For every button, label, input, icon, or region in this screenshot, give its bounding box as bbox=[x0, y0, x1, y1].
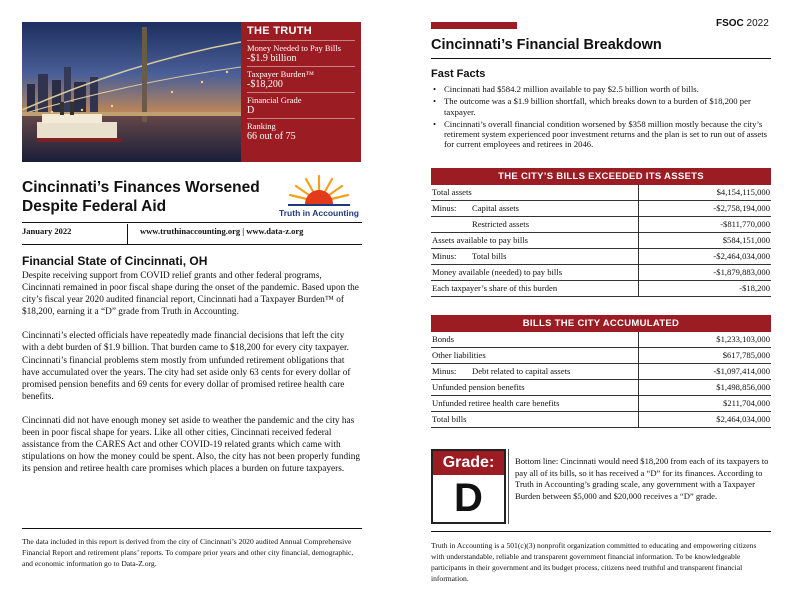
table-row bbox=[431, 233, 771, 249]
right-title-rule bbox=[431, 58, 771, 59]
assets-table bbox=[431, 168, 771, 297]
truth-value-taxpayer-burden: -$18,200 bbox=[247, 79, 283, 90]
bills-table-heading: BILLS THE CITY ACCUMULATED bbox=[431, 315, 771, 332]
the-truth-box bbox=[241, 22, 361, 162]
row-value: $617,785,000 bbox=[722, 350, 770, 360]
row-value: $1,233,103,000 bbox=[716, 334, 770, 344]
row-value: -$2,758,194,000 bbox=[713, 203, 770, 213]
report-tag bbox=[716, 18, 769, 29]
dateline-bottom-rule bbox=[22, 244, 362, 245]
row-label: Bonds bbox=[432, 334, 454, 344]
row-label-cell bbox=[431, 364, 639, 379]
paragraph: Cincinnati’s elected officials have repeatedly made financial decisions that left the city with a debt burden of $1.9 billion. That burden came to $18,200 for every city taxpayer. Cincinnati’s financial problems stem mostly from unfunded retirement obligations that have accumulated over the years. The city had set aside only 63 cents for every dollar of promised pension benefits and 69 cents for every dollar of promised retiree health care benefits. bbox=[22, 331, 351, 402]
row-value: -$18,200 bbox=[739, 283, 770, 293]
row-prefix: Minus: bbox=[432, 366, 457, 376]
row-label-cell bbox=[431, 380, 639, 395]
bottom-line-text: Bottom line: Cincinnati would need $18,200 from each of its taxpayers to pay all of its bills, so it has received a “D” for its finances. According to Truth in Accounting’s grading scale, any government with a Taxpayer Burden between $5,000 and $20,000 receives a “D” grade. bbox=[515, 456, 769, 501]
truth-value-money-needed: -$1.9 billion bbox=[247, 53, 297, 64]
row-prefix: Minus: bbox=[432, 251, 457, 261]
dateline-top-rule bbox=[22, 222, 362, 223]
row-value: -$811,770,000 bbox=[720, 219, 770, 229]
row-label-cell bbox=[431, 201, 639, 216]
row-label: Debt related to capital assets bbox=[472, 366, 571, 376]
website-links[interactable]: www.truthinaccounting.org | www.data-z.org bbox=[140, 226, 304, 236]
section-heading: Financial State of Cincinnati, OH bbox=[22, 254, 208, 268]
truth-label-ranking: Ranking bbox=[247, 118, 355, 131]
row-label: Total bills bbox=[472, 251, 507, 261]
accent-bar bbox=[431, 22, 517, 29]
row-label: Unfunded retiree health care benefits bbox=[432, 398, 560, 408]
row-value: $4,154,115,000 bbox=[716, 187, 770, 197]
table-row bbox=[431, 412, 771, 428]
row-value: $2,464,034,000 bbox=[716, 414, 770, 424]
row-value: $584,151,000 bbox=[722, 235, 770, 245]
row-value: -$2,464,034,000 bbox=[713, 251, 770, 261]
row-label-cell bbox=[431, 265, 639, 280]
grade-box bbox=[431, 449, 506, 524]
row-label-cell bbox=[431, 185, 639, 200]
table-row bbox=[431, 217, 771, 233]
truth-heading: THE TRUTH bbox=[247, 25, 313, 37]
bills-table bbox=[431, 315, 771, 428]
grade-divider bbox=[508, 449, 509, 524]
row-label-cell bbox=[431, 396, 639, 411]
grade-label: Grade: bbox=[433, 451, 504, 475]
row-label: Other liabilities bbox=[432, 350, 486, 360]
row-label-cell bbox=[431, 217, 639, 232]
row-label: Assets available to pay bills bbox=[432, 235, 528, 245]
row-value: $1,498,856,000 bbox=[716, 382, 770, 392]
row-label-cell bbox=[431, 412, 639, 427]
table-row bbox=[431, 332, 771, 348]
row-label: Each taxpayer’s share of this burden bbox=[432, 283, 558, 293]
left-page-title: Cincinnati’s Finances Worsened Despite Federal Aid bbox=[22, 179, 260, 215]
dateline-divider bbox=[127, 224, 128, 244]
row-label-cell bbox=[431, 249, 639, 264]
fast-fact: • Cincinnati had $584.2 million available to pay $2.5 billion worth of bills. bbox=[431, 84, 771, 94]
row-value: -$1,879,883,000 bbox=[713, 267, 770, 277]
left-footer-rule bbox=[22, 528, 362, 529]
table-row bbox=[431, 185, 771, 201]
left-body-text bbox=[22, 270, 362, 487]
assets-table-heading: THE CITY’S BILLS EXCEEDED ITS ASSETS bbox=[431, 168, 771, 185]
left-footer-note: The data included in this report is derived from the city of Cincinnati’s 2020 audited Annual Comprehensive Financial Report and retirement plans’ reports. To compare prior years and other city financial, demographic, and economic information go to Data-Z.org. bbox=[22, 537, 354, 568]
report-tag-bold: FSOC bbox=[716, 18, 744, 29]
row-label: Restricted assets bbox=[472, 219, 530, 229]
row-label-cell bbox=[431, 348, 639, 363]
table-row bbox=[431, 249, 771, 265]
report-date: January 2022 bbox=[22, 226, 72, 236]
row-value: $211,704,000 bbox=[723, 398, 770, 408]
grade-letter: D bbox=[454, 476, 483, 520]
row-label-cell bbox=[431, 281, 639, 296]
table-row bbox=[431, 201, 771, 217]
table-row bbox=[431, 281, 771, 297]
fast-facts-list bbox=[431, 84, 771, 152]
right-footer-rule bbox=[431, 531, 771, 532]
row-label: Total assets bbox=[432, 187, 472, 197]
table-row bbox=[431, 380, 771, 396]
logo-text: Truth in Accounting bbox=[279, 208, 359, 218]
truth-label-money-needed: Money Needed to Pay Bills bbox=[247, 40, 355, 53]
fast-fact: • The outcome was a $1.9 billion shortfall, which breaks down to a burden of $18,200 per taxpayer. bbox=[431, 96, 771, 117]
fast-fact: • Cincinnati’s overall financial condition worsened by $358 million mostly because the city’s retirement system experienced poor investment returns and the plan is set to run out of assets for current employees and retirees in 2046. bbox=[431, 119, 771, 150]
right-footer-note: Truth in Accounting is a 501(c)(3) nonprofit organization committed to educating and empowering citizens with understandable, reliable and transparent government financial information. To be knowledgeable participants in their government and its budget process, citizens need truthful and transparent financial information. bbox=[431, 541, 757, 583]
cincinnati-skyline-photo bbox=[22, 22, 241, 162]
row-label: Unfunded pension benefits bbox=[432, 382, 525, 392]
truth-value-ranking: 66 out of 75 bbox=[247, 131, 296, 142]
row-prefix: Minus: bbox=[432, 203, 457, 213]
row-value: -$1,097,414,000 bbox=[713, 366, 770, 376]
right-page-title: Cincinnati’s Financial Breakdown bbox=[431, 37, 662, 53]
paragraph: Cincinnati did not have enough money set aside to weather the pandemic and the city has been in poor fiscal shape for years. Like all other cities, Cincinnati received federal assistance from the CARES Act and other COVID-19 related grants which came with stipulations on how the money could be spent. Also, the city has not been properly funding its pension and retiree health care promises which places a burden on future taxpayers. bbox=[22, 415, 360, 475]
truth-label-financial-grade: Financial Grade bbox=[247, 92, 355, 105]
table-row bbox=[431, 265, 771, 281]
row-label: Total bills bbox=[432, 414, 467, 424]
paragraph: Despite receiving support from COVID relief grants and other federal programs, Cincinnati remained in poor fiscal shape during the onset of the pandemic. Based upon the city’s fiscal year 2020 audited financial report, Cincinnati had a Taxpayer Burden™ of $18,200, earning it a “D” grade from Truth in Accounting. bbox=[22, 271, 359, 318]
row-label: Capital assets bbox=[472, 203, 520, 213]
report-tag-year: 2022 bbox=[743, 18, 769, 29]
truth-value-financial-grade: D bbox=[247, 105, 255, 116]
row-label: Money available (needed) to pay bills bbox=[432, 267, 563, 277]
row-label-cell bbox=[431, 233, 639, 248]
fast-facts-heading: Fast Facts bbox=[431, 68, 486, 80]
row-label-cell bbox=[431, 332, 639, 347]
table-row bbox=[431, 364, 771, 380]
table-row bbox=[431, 396, 771, 412]
table-row bbox=[431, 348, 771, 364]
truth-label-taxpayer-burden: Taxpayer Burden™ bbox=[247, 66, 355, 79]
